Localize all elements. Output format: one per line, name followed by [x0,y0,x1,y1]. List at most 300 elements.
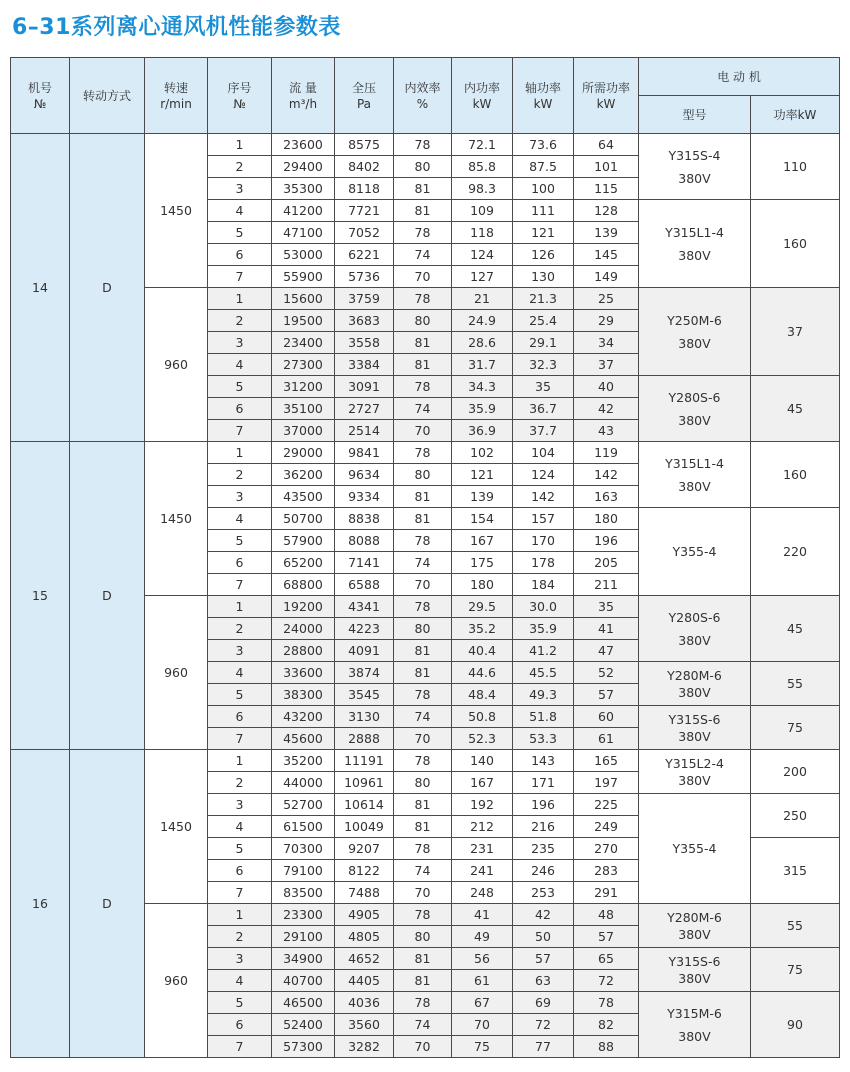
motor-model-cell [639,134,751,200]
pressure-cell: 11191 [335,750,394,772]
required-power-cell: 78 [574,992,639,1014]
motor-power-cell: 200 [751,750,840,794]
internal-power-cell: 72.1 [452,134,513,156]
seq-cell: 1 [208,904,272,926]
seq-cell: 6 [208,552,272,574]
drive-cell: D [70,442,145,750]
required-power-cell: 57 [574,684,639,706]
shaft-power-cell: 142 [513,486,574,508]
motor-model-name: Y315L1-4 [665,455,724,471]
shaft-power-cell: 157 [513,508,574,530]
seq-cell: 4 [208,970,272,992]
efficiency-cell: 70 [394,574,452,596]
efficiency-cell: 74 [394,706,452,728]
flow-cell: 46500 [272,992,335,1014]
table-row [11,134,840,156]
motor-model-cell [639,706,751,750]
required-power-cell: 149 [574,266,639,288]
pressure-cell: 2514 [335,420,394,442]
flow-cell: 15600 [272,288,335,310]
required-power-cell: 225 [574,794,639,816]
speed-cell: 960 [145,288,208,442]
required-power-cell: 61 [574,728,639,750]
shaft-power-cell: 235 [513,838,574,860]
seq-cell: 2 [208,618,272,640]
flow-cell: 65200 [272,552,335,574]
motor-voltage: 380V [678,335,711,351]
motor-power-cell: 220 [751,508,840,596]
efficiency-cell: 81 [394,178,452,200]
internal-power-cell: 50.8 [452,706,513,728]
motor-model-cell [639,376,751,442]
pressure-cell: 10961 [335,772,394,794]
flow-cell: 57300 [272,1036,335,1058]
shaft-power-cell: 57 [513,948,574,970]
motor-model-name: Y280S-6 [668,389,721,405]
speed-cell: 1450 [145,750,208,904]
seq-cell: 3 [208,640,272,662]
internal-power-cell: 35.2 [452,618,513,640]
performance-table [10,57,840,1058]
table-body [11,134,840,1058]
motor-power-cell: 45 [751,376,840,442]
efficiency-cell: 78 [394,442,452,464]
flow-cell: 45600 [272,728,335,750]
efficiency-cell: 70 [394,728,452,750]
efficiency-cell: 78 [394,838,452,860]
speed-cell: 960 [145,596,208,750]
efficiency-cell: 70 [394,266,452,288]
motor-model-cell [639,200,751,288]
flow-cell: 33600 [272,662,335,684]
seq-cell: 2 [208,772,272,794]
efficiency-cell: 70 [394,420,452,442]
internal-power-cell: 21 [452,288,513,310]
pressure-cell: 9841 [335,442,394,464]
required-power-cell: 139 [574,222,639,244]
efficiency-cell: 78 [394,222,452,244]
motor-model-name: Y280M-6 [667,667,722,683]
pressure-cell: 7721 [335,200,394,222]
machine-no-cell: 15 [11,442,70,750]
flow-cell: 23300 [272,904,335,926]
pressure-cell: 4405 [335,970,394,992]
shaft-power-cell: 25.4 [513,310,574,332]
motor-voltage: 380V [678,728,711,744]
pressure-cell: 4223 [335,618,394,640]
pressure-cell: 3091 [335,376,394,398]
required-power-cell: 196 [574,530,639,552]
required-power-cell: 291 [574,882,639,904]
required-power-cell: 249 [574,816,639,838]
shaft-power-cell: 184 [513,574,574,596]
shaft-power-cell: 111 [513,200,574,222]
seq-cell: 2 [208,156,272,178]
motor-power-cell: 315 [751,838,840,904]
efficiency-cell: 80 [394,772,452,794]
efficiency-cell: 78 [394,134,452,156]
shaft-power-cell: 29.1 [513,332,574,354]
pressure-cell: 3874 [335,662,394,684]
seq-cell: 2 [208,926,272,948]
flow-cell: 35300 [272,178,335,200]
shaft-power-cell: 100 [513,178,574,200]
drive-cell: D [70,750,145,1058]
internal-power-cell: 61 [452,970,513,992]
seq-cell: 5 [208,992,272,1014]
motor-model-cell [639,288,751,376]
flow-cell: 41200 [272,200,335,222]
internal-power-cell: 44.6 [452,662,513,684]
seq-cell: 4 [208,354,272,376]
internal-power-cell: 140 [452,750,513,772]
seq-cell: 3 [208,178,272,200]
internal-power-cell: 75 [452,1036,513,1058]
seq-cell: 3 [208,332,272,354]
flow-cell: 47100 [272,222,335,244]
motor-model-cell [639,508,751,596]
internal-power-cell: 231 [452,838,513,860]
internal-power-cell: 248 [452,882,513,904]
motor-power-cell: 160 [751,442,840,508]
flow-cell: 19200 [272,596,335,618]
efficiency-cell: 78 [394,904,452,926]
flow-cell: 27300 [272,354,335,376]
efficiency-cell: 78 [394,288,452,310]
required-power-cell: 283 [574,860,639,882]
motor-model-cell [639,442,751,508]
internal-power-cell: 85.8 [452,156,513,178]
internal-power-cell: 29.5 [452,596,513,618]
efficiency-cell: 81 [394,200,452,222]
required-power-cell: 34 [574,332,639,354]
required-power-cell: 180 [574,508,639,530]
motor-power-cell: 250 [751,794,840,838]
efficiency-cell: 78 [394,530,452,552]
pressure-cell: 3560 [335,1014,394,1036]
shaft-power-cell: 72 [513,1014,574,1036]
shaft-power-cell: 170 [513,530,574,552]
internal-power-cell: 167 [452,530,513,552]
efficiency-cell: 74 [394,398,452,420]
flow-cell: 43500 [272,486,335,508]
pressure-cell: 2727 [335,398,394,420]
shaft-power-cell: 36.7 [513,398,574,420]
flow-cell: 53000 [272,244,335,266]
shaft-power-cell: 178 [513,552,574,574]
shaft-power-cell: 42 [513,904,574,926]
pressure-cell: 8122 [335,860,394,882]
required-power-cell: 145 [574,244,639,266]
pressure-cell: 2888 [335,728,394,750]
flow-cell: 35200 [272,750,335,772]
motor-power-cell: 160 [751,200,840,288]
machine-no-cell: 14 [11,134,70,442]
efficiency-cell: 74 [394,860,452,882]
required-power-cell: 48 [574,904,639,926]
pressure-cell: 3558 [335,332,394,354]
motor-voltage: 380V [678,970,711,986]
pressure-cell: 3759 [335,288,394,310]
required-power-cell: 64 [574,134,639,156]
flow-cell: 37000 [272,420,335,442]
pressure-cell: 6221 [335,244,394,266]
pressure-cell: 8402 [335,156,394,178]
required-power-cell: 270 [574,838,639,860]
required-power-cell: 60 [574,706,639,728]
flow-cell: 61500 [272,816,335,838]
shaft-power-cell: 124 [513,464,574,486]
flow-cell: 38300 [272,684,335,706]
pressure-cell: 3545 [335,684,394,706]
efficiency-cell: 81 [394,332,452,354]
motor-model-name: Y250M-6 [667,312,722,328]
pressure-cell: 9634 [335,464,394,486]
internal-power-cell: 41 [452,904,513,926]
required-power-cell: 43 [574,420,639,442]
shaft-power-cell: 45.5 [513,662,574,684]
efficiency-cell: 80 [394,310,452,332]
table-row [11,442,840,464]
required-power-cell: 197 [574,772,639,794]
seq-cell: 1 [208,134,272,156]
efficiency-cell: 74 [394,244,452,266]
pressure-cell: 5736 [335,266,394,288]
seq-cell: 6 [208,706,272,728]
motor-model-name: Y280M-6 [667,909,722,925]
drive-cell: D [70,134,145,442]
seq-cell: 4 [208,662,272,684]
motor-voltage: 380V [678,170,711,186]
shaft-power-cell: 51.8 [513,706,574,728]
required-power-cell: 52 [574,662,639,684]
efficiency-cell: 70 [394,882,452,904]
pressure-cell: 4652 [335,948,394,970]
internal-power-cell: 167 [452,772,513,794]
efficiency-cell: 81 [394,508,452,530]
shaft-power-cell: 73.6 [513,134,574,156]
internal-power-cell: 154 [452,508,513,530]
motor-model-cell [639,904,751,948]
speed-cell: 1450 [145,442,208,596]
motor-power-cell: 110 [751,134,840,200]
flow-cell: 68800 [272,574,335,596]
efficiency-cell: 81 [394,354,452,376]
speed-cell: 960 [145,904,208,1058]
efficiency-cell: 80 [394,618,452,640]
efficiency-cell: 80 [394,156,452,178]
internal-power-cell: 98.3 [452,178,513,200]
flow-cell: 19500 [272,310,335,332]
motor-model-name: Y315L1-4 [665,224,724,240]
required-power-cell: 35 [574,596,639,618]
internal-power-cell: 212 [452,816,513,838]
internal-power-cell: 28.6 [452,332,513,354]
motor-power-cell: 37 [751,288,840,376]
pressure-cell: 10614 [335,794,394,816]
seq-cell: 5 [208,376,272,398]
flow-cell: 83500 [272,882,335,904]
internal-power-cell: 127 [452,266,513,288]
required-power-cell: 88 [574,1036,639,1058]
header-machine-no: 机号 № [11,58,70,134]
efficiency-cell: 74 [394,1014,452,1036]
pressure-cell: 8088 [335,530,394,552]
header-internal-power: 内功率 kW [452,58,513,134]
efficiency-cell: 78 [394,684,452,706]
seq-cell: 7 [208,728,272,750]
pressure-cell: 3130 [335,706,394,728]
internal-power-cell: 35.9 [452,398,513,420]
seq-cell: 4 [208,508,272,530]
internal-power-cell: 52.3 [452,728,513,750]
efficiency-cell: 81 [394,640,452,662]
efficiency-cell: 81 [394,948,452,970]
required-power-cell: 205 [574,552,639,574]
shaft-power-cell: 50 [513,926,574,948]
seq-cell: 1 [208,596,272,618]
seq-cell: 1 [208,288,272,310]
internal-power-cell: 24.9 [452,310,513,332]
flow-cell: 29400 [272,156,335,178]
flow-cell: 23400 [272,332,335,354]
pressure-cell: 8575 [335,134,394,156]
required-power-cell: 119 [574,442,639,464]
flow-cell: 44000 [272,772,335,794]
motor-voltage: 380V [678,632,711,648]
motor-voltage: 380V [678,478,711,494]
seq-cell: 4 [208,200,272,222]
seq-cell: 5 [208,838,272,860]
efficiency-cell: 80 [394,926,452,948]
motor-model-cell [639,948,751,992]
motor-power-cell: 90 [751,992,840,1058]
efficiency-cell: 78 [394,992,452,1014]
motor-voltage: 380V [678,772,711,788]
page-title: 6–31系列离心通风机性能参数表 [12,15,341,40]
pressure-cell: 8118 [335,178,394,200]
motor-model-name: Y355-4 [672,841,717,856]
flow-cell: 34900 [272,948,335,970]
header-pressure: 全压 Pa [335,58,394,134]
shaft-power-cell: 37.7 [513,420,574,442]
motor-model-cell [639,794,751,904]
pressure-cell: 4905 [335,904,394,926]
motor-model-name: Y315S-6 [668,953,721,969]
header-seq: 序号 № [208,58,272,134]
shaft-power-cell: 121 [513,222,574,244]
flow-cell: 57900 [272,530,335,552]
motor-power-cell: 45 [751,596,840,662]
flow-cell: 29100 [272,926,335,948]
required-power-cell: 40 [574,376,639,398]
internal-power-cell: 70 [452,1014,513,1036]
motor-model-cell [639,750,751,794]
flow-cell: 52700 [272,794,335,816]
internal-power-cell: 48.4 [452,684,513,706]
internal-power-cell: 34.3 [452,376,513,398]
motor-voltage: 380V [678,412,711,428]
seq-cell: 6 [208,244,272,266]
header-motor-model: 型号 [639,96,751,134]
shaft-power-cell: 49.3 [513,684,574,706]
motor-model-cell [639,662,751,706]
header-motor: 电 动 机 [639,58,840,96]
shaft-power-cell: 196 [513,794,574,816]
motor-power-cell: 55 [751,904,840,948]
motor-model-cell [639,992,751,1058]
seq-cell: 3 [208,794,272,816]
required-power-cell: 82 [574,1014,639,1036]
table-header [11,58,840,134]
efficiency-cell: 74 [394,552,452,574]
pressure-cell: 4091 [335,640,394,662]
efficiency-cell: 81 [394,486,452,508]
seq-cell: 7 [208,574,272,596]
seq-cell: 4 [208,816,272,838]
shaft-power-cell: 35 [513,376,574,398]
motor-voltage: 380V [678,247,711,263]
efficiency-cell: 81 [394,794,452,816]
required-power-cell: 42 [574,398,639,420]
header-efficiency: 内效率 % [394,58,452,134]
required-power-cell: 25 [574,288,639,310]
internal-power-cell: 192 [452,794,513,816]
seq-cell: 6 [208,860,272,882]
internal-power-cell: 175 [452,552,513,574]
pressure-cell: 10049 [335,816,394,838]
seq-cell: 1 [208,750,272,772]
shaft-power-cell: 171 [513,772,574,794]
shaft-power-cell: 246 [513,860,574,882]
flow-cell: 31200 [272,376,335,398]
shaft-power-cell: 143 [513,750,574,772]
shaft-power-cell: 77 [513,1036,574,1058]
pressure-cell: 7052 [335,222,394,244]
shaft-power-cell: 69 [513,992,574,1014]
motor-model-name: Y315S-6 [668,711,721,727]
required-power-cell: 29 [574,310,639,332]
seq-cell: 2 [208,464,272,486]
internal-power-cell: 118 [452,222,513,244]
efficiency-cell: 81 [394,816,452,838]
efficiency-cell: 78 [394,596,452,618]
required-power-cell: 101 [574,156,639,178]
motor-model-name: Y315L2-4 [665,755,724,771]
shaft-power-cell: 130 [513,266,574,288]
header-speed: 转速 r/min [145,58,208,134]
seq-cell: 7 [208,420,272,442]
efficiency-cell: 78 [394,376,452,398]
seq-cell: 5 [208,684,272,706]
flow-cell: 24000 [272,618,335,640]
internal-power-cell: 67 [452,992,513,1014]
internal-power-cell: 31.7 [452,354,513,376]
seq-cell: 6 [208,398,272,420]
required-power-cell: 128 [574,200,639,222]
internal-power-cell: 121 [452,464,513,486]
pressure-cell: 3683 [335,310,394,332]
shaft-power-cell: 104 [513,442,574,464]
pressure-cell: 7488 [335,882,394,904]
speed-cell: 1450 [145,134,208,288]
motor-model-name: Y280S-6 [668,609,721,625]
required-power-cell: 211 [574,574,639,596]
shaft-power-cell: 21.3 [513,288,574,310]
table-row [11,750,840,772]
seq-cell: 3 [208,948,272,970]
header-flow: 流 量 m³/h [272,58,335,134]
